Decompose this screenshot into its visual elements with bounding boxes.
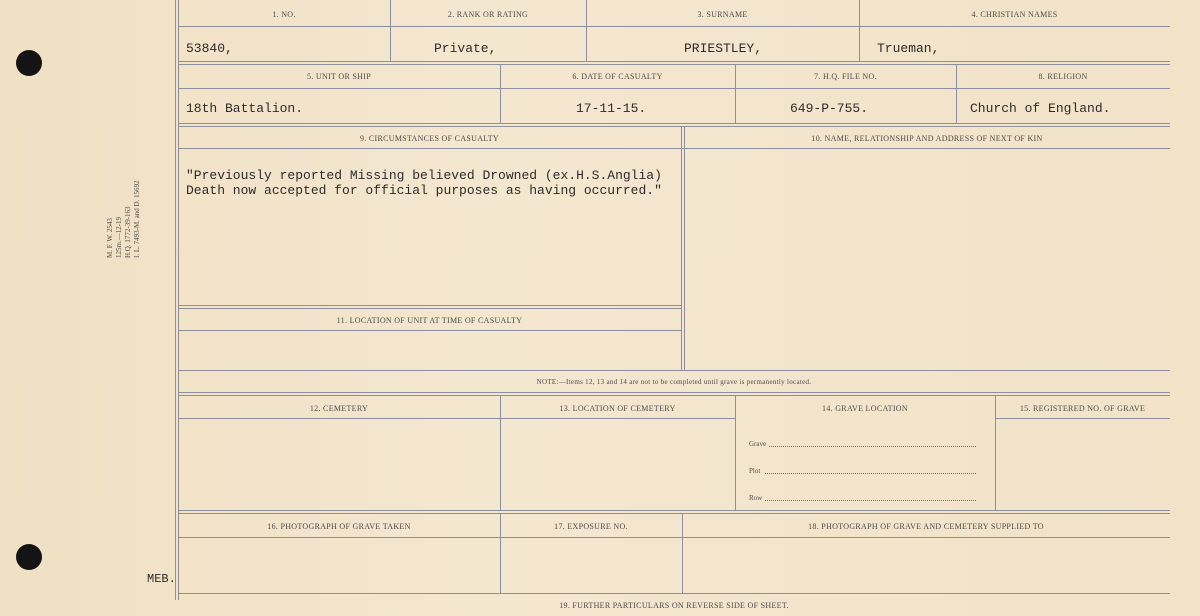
- label-next-of-kin: 10. NAME, RELATIONSHIP AND ADDRESS OF NEXT OF KIN: [811, 134, 1043, 143]
- value-service-number: 53840,: [186, 41, 233, 56]
- value-christian-names: Trueman,: [877, 41, 940, 56]
- label-hq-file: 7. H.Q. FILE NO.: [814, 72, 877, 81]
- label-circumstances: 9. CIRCUMSTANCES OF CASUALTY: [359, 134, 500, 143]
- value-hq-file: 649-P-755.: [790, 101, 869, 116]
- binder-hole-top: [16, 50, 42, 76]
- label-unit: 5. UNIT OR SHIP: [307, 72, 371, 81]
- label-grave: Grave: [749, 440, 767, 448]
- label-photo-supplied: 18. PHOTOGRAPH OF GRAVE AND CEMETERY SUPPLIED TO: [808, 522, 1044, 531]
- label-row: Row: [749, 494, 763, 502]
- label-surname: 3. SURNAME: [697, 10, 748, 19]
- left-margin-rule: [175, 0, 176, 600]
- label-further-particulars: 19. FURTHER PARTICULARS ON REVERSE SIDE OF SHEET.: [559, 601, 789, 610]
- label-registered-no: 15. REGISTERED NO. OF GRAVE: [1019, 404, 1146, 413]
- label-cemetery: 12. CEMETERY: [309, 404, 369, 413]
- value-surname: PRIESTLEY,: [684, 41, 763, 56]
- value-unit: 18th Battalion.: [186, 101, 304, 116]
- value-rank: Private,: [434, 41, 497, 56]
- value-religion: Church of England.: [970, 101, 1111, 116]
- binder-hole-bottom: [16, 544, 42, 570]
- label-religion: 8. RELIGION: [1038, 72, 1088, 81]
- value-date: 17-11-15.: [576, 101, 647, 116]
- clerk-initials: MEB.: [147, 572, 176, 586]
- printer-reference: M. F. W. 2543 125m.—12-19 H.Q. 1772-39-163 I. L. 7493-M. and D. 15692: [106, 180, 141, 258]
- label-no: 1. NO.: [272, 10, 296, 19]
- label-location-of-cemetery: 13. LOCATION OF CEMETERY: [559, 404, 676, 413]
- label-location-of-unit: 11. LOCATION OF UNIT AT TIME OF CASUALTY: [336, 316, 523, 325]
- value-circumstances: "Previously reported Missing believed Drowned (ex.H.S.Anglia) Death now accepted for official purposes as having occurred.": [186, 168, 662, 198]
- label-exposure-no: 17. EXPOSURE NO.: [554, 522, 628, 531]
- label-date: 6. DATE OF CASUALTY: [572, 72, 663, 81]
- label-grave-location: 14. GRAVE LOCATION: [822, 404, 908, 413]
- label-christian-names: 4. CHRISTIAN NAMES: [971, 10, 1058, 19]
- label-rank: 2. RANK OR RATING: [447, 10, 529, 19]
- label-photo-taken: 16. PHOTOGRAPH OF GRAVE TAKEN: [267, 522, 411, 531]
- note-items-12-14: NOTE:—Items 12, 13 and 14 are not to be completed until grave is permanently located.: [536, 378, 812, 386]
- label-plot: Plot: [749, 467, 761, 475]
